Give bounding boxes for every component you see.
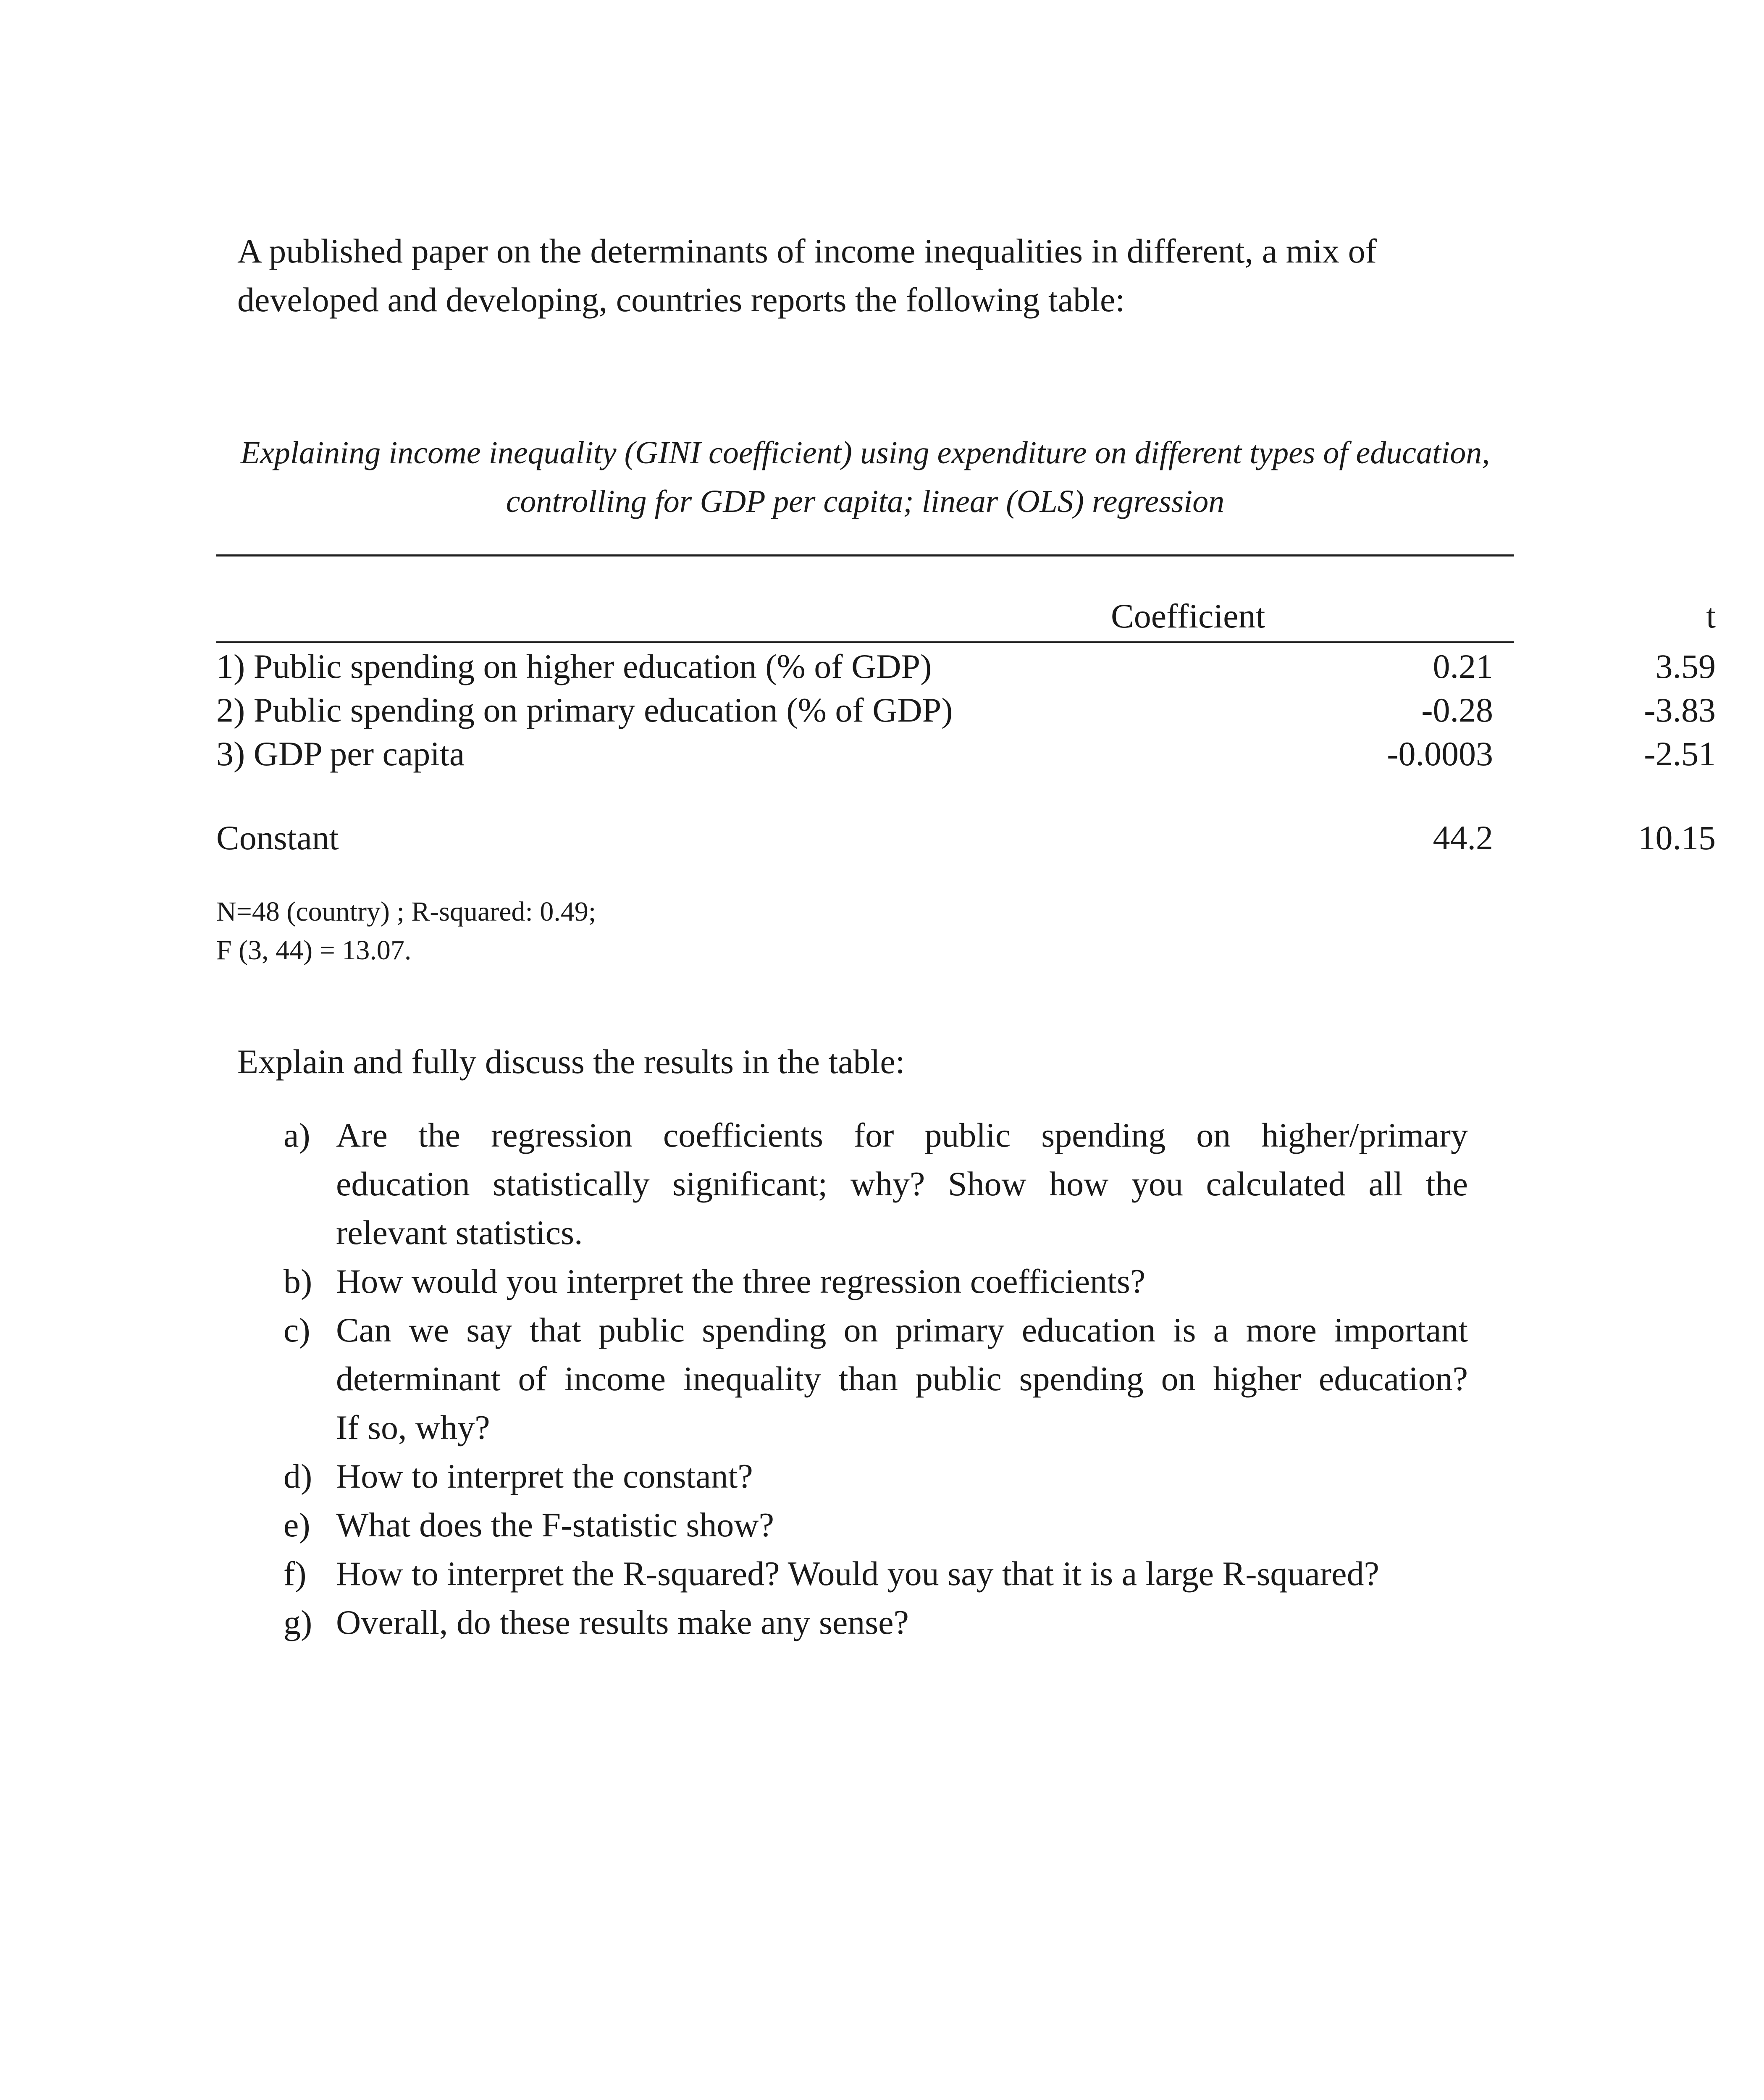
item-line: If so, why? — [336, 1408, 490, 1446]
table-caption — [235, 428, 1495, 526]
constant-label: Constant — [216, 819, 339, 857]
intro-line-2: developed and developing, countries reports the following table: — [237, 281, 1125, 319]
item-marker: a) — [284, 1116, 310, 1154]
row-coefficient: -0.28 — [1421, 691, 1493, 729]
row-t-value: 3.59 — [1655, 647, 1716, 685]
item-line: How to interpret the R-squared? Would you say that it is a large R-squared? — [336, 1554, 1379, 1593]
list-item — [284, 1257, 1468, 1306]
row-coefficient: -0.0003 — [1387, 735, 1493, 773]
list-item — [284, 1549, 1468, 1598]
question-lead — [237, 1037, 1497, 1086]
row-label: 2) Public spending on primary education (% of GDP) — [216, 691, 953, 729]
table-header-rule — [216, 641, 1514, 643]
item-line: How would you interpret the three regression coefficients? — [336, 1262, 1146, 1300]
table-row — [216, 732, 1716, 776]
item-line: relevant statistics. — [336, 1213, 583, 1252]
caption-line-1: Explaining income inequality (GINI coefficient) using expenditure on different types of education, — [240, 435, 1490, 470]
item-marker: e) — [284, 1506, 310, 1544]
list-item — [284, 1598, 1468, 1647]
row-coefficient: 0.21 — [1433, 647, 1493, 685]
item-line: Can we say that public spending on primary education is a more important — [336, 1311, 1468, 1349]
caption-line-2: controlling for GDP per capita; linear (OLS) regression — [506, 484, 1225, 519]
item-line: What does the F-statistic show? — [336, 1506, 774, 1544]
intro-paragraph — [237, 227, 1497, 324]
notes-line-2: F (3, 44) = 13.07. — [216, 935, 412, 966]
table-notes — [216, 892, 596, 970]
item-line: Are the regression coefficients for public spending on higher/primary — [336, 1116, 1468, 1154]
table-top-rule — [216, 554, 1514, 556]
item-marker: d) — [284, 1457, 312, 1495]
row-t-value: -2.51 — [1644, 735, 1716, 773]
notes-line-1: N=48 (country) ; R-squared: 0.49; — [216, 896, 596, 927]
header-coefficient: Coefficient — [1111, 597, 1265, 635]
list-item — [284, 1306, 1468, 1452]
list-item — [284, 1501, 1468, 1549]
question-list — [284, 1111, 1468, 1647]
constant-coefficient: 44.2 — [1433, 819, 1493, 857]
table-row-constant — [216, 816, 1716, 860]
item-line: education statistically significant; why? Show how you calculated all the — [336, 1165, 1468, 1203]
list-item — [284, 1111, 1468, 1257]
item-marker: g) — [284, 1603, 312, 1641]
item-line: determinant of income inequality than public spending on higher education? — [336, 1360, 1468, 1398]
header-t: t — [1706, 597, 1716, 635]
list-item — [284, 1452, 1468, 1501]
row-label: 1) Public spending on higher education (% of GDP) — [216, 647, 932, 685]
item-line: How to interpret the constant? — [336, 1457, 753, 1495]
item-marker: c) — [284, 1311, 310, 1349]
row-label: 3) GDP per capita — [216, 735, 465, 773]
intro-line-1: A published paper on the determinants of income inequalities in different, a mix of — [237, 232, 1377, 270]
table-row — [216, 645, 1716, 688]
item-line: Overall, do these results make any sense? — [336, 1603, 909, 1641]
table-row — [216, 688, 1716, 732]
item-marker: f) — [284, 1554, 307, 1593]
question-lead-text: Explain and fully discuss the results in the table: — [237, 1042, 905, 1081]
item-marker: b) — [284, 1262, 312, 1300]
row-t-value: -3.83 — [1644, 691, 1716, 729]
constant-t-value: 10.15 — [1638, 819, 1716, 857]
